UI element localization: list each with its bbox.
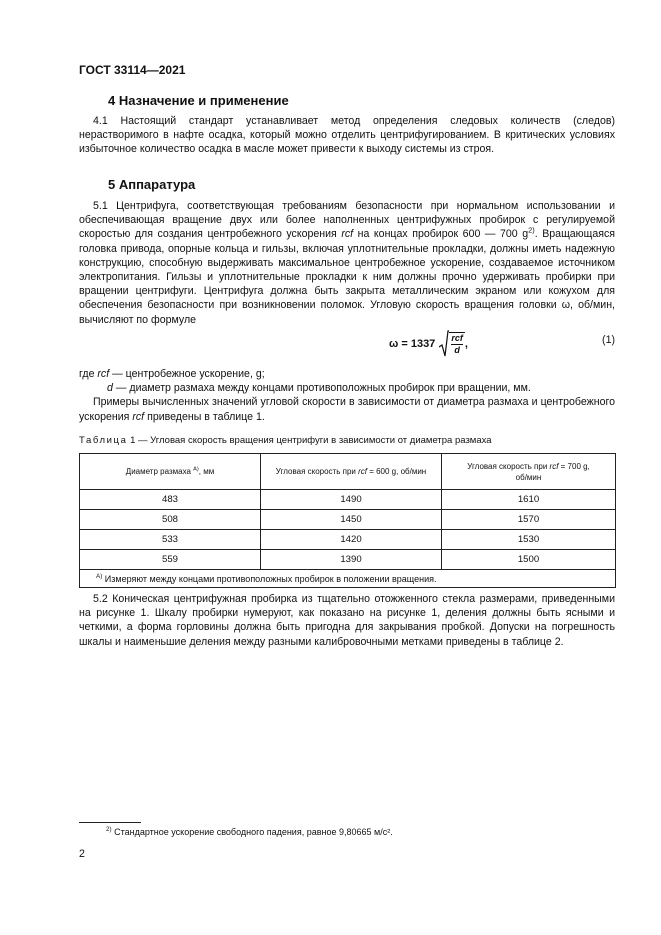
table-note xyxy=(80,570,616,588)
paragraph-5-2-text: 5.2 Коническая центрифужная пробирка из тщательно отожженного стекла размерами, приведенными на рисунке 1. Шкалу пробирки нумеруют, как показано на рисунке 1, деления должны быть ясными и четкими, а форма горловины должна быть пригодна для закрывания пробкой. Допуски на погрешность шкалы и наименьшие деления между разными калибровочными метками приведены в таблице 2. xyxy=(79,593,615,648)
header-text: = 700 g, xyxy=(558,461,590,471)
cell-diameter: 559 xyxy=(80,550,261,570)
header-speed-700 xyxy=(442,454,616,490)
table-row xyxy=(80,510,616,530)
paragraph-5-1-part-a: 5.1 Центрифуга, соответствующая требованиям безопасности при нормальном использовании и обеспечивающая вращение двух или более наполненных центрифужных пробирок с регулируемой скоростью для создания центробежного ускорения xyxy=(79,200,615,241)
definition-text: — центробежное ускорение, g; xyxy=(109,368,265,380)
cell-diameter: 483 xyxy=(80,490,261,510)
definition-d xyxy=(79,381,615,395)
rcf-term: rcf xyxy=(549,461,559,471)
cell-speed-600: 1390 xyxy=(261,550,442,570)
definition-rcf xyxy=(79,367,615,381)
formula-comma: , xyxy=(464,337,468,350)
formula-omega xyxy=(389,330,468,358)
footnote-ref-2[interactable]: 2) xyxy=(528,225,535,235)
table-row xyxy=(80,530,616,550)
definition-symbol: d xyxy=(107,382,113,395)
cell-diameter: 533 xyxy=(80,530,261,550)
paragraph-4-1 xyxy=(79,114,615,157)
rcf-term: rcf xyxy=(132,410,145,423)
table-note-ref: A) xyxy=(193,466,199,473)
page-number: 2 xyxy=(79,848,85,860)
table-note-row xyxy=(80,570,616,588)
paragraph-5-1-part-c: . Вращающаяся головка привода, опорные кольца и гильзы, включая уплотнительные прокладки, должны иметь надежную конструкцию, способную выдерживать максимальное центробежное ускорение, создаваемое источником электропитания. Гильзы и уплотнительные прокладки к ним должны прочно удерживать пробирки при вращении центрифуги. Центрифуга должна быть закрыта металлическим экраном или кожухом для обеспечения безопасности при возникновении поломок. Угловую скорость вращения головки ω, об/мин, вычисляют по формуле xyxy=(79,228,615,326)
table-caption-word: Таблица xyxy=(79,435,128,446)
footnote-text: Стандартное ускорение свободного падения, равное 9,80665 м/с². xyxy=(111,827,393,837)
footnote-divider xyxy=(79,822,141,823)
formula-row xyxy=(79,330,615,360)
header-speed-600 xyxy=(261,454,442,490)
table-row xyxy=(80,550,616,570)
formula-sqrt xyxy=(439,330,465,358)
examples-text-b: приведены в таблице 1. xyxy=(144,410,265,423)
table-1 xyxy=(79,453,616,588)
formula-lhs: ω = 1337 xyxy=(389,337,436,350)
section-5-heading: 5 Аппаратура xyxy=(108,177,196,192)
paragraph-5-1 xyxy=(79,199,615,327)
examples-paragraph xyxy=(79,395,615,423)
footnote-marker: 2) xyxy=(106,826,112,833)
section-4-heading: 4 Назначение и применение xyxy=(108,93,289,108)
document-header: ГОСТ 33114—2021 xyxy=(79,63,186,77)
equation-number: (1) xyxy=(602,334,615,346)
header-text: = 600 g, об/мин xyxy=(366,467,427,476)
paragraph-4-1-text: 4.1 Настоящий стандарт устанавливает метод определения следовых количеств (следов) нерастворимого в нафте осадка, который можно отделить центрифугированием. В критических условиях избыточное количество осадка в масле может привести к выходу системы из строя. xyxy=(79,115,615,156)
cell-speed-600: 1420 xyxy=(261,530,442,550)
header-text: об/мин xyxy=(515,472,542,482)
definition-text: — диаметр размаха между концами противоположных пробирок при вращении, мм. xyxy=(112,382,531,395)
examples-text-a: Примеры вычисленных значений угловой скорости в зависимости от диаметра размаха и центробежного ускорения xyxy=(79,396,615,423)
table-note-text: Измеряют между концами противоположных пробирок в положении вращения. xyxy=(102,573,437,584)
cell-speed-600: 1490 xyxy=(261,490,442,510)
formula-denominator: d xyxy=(454,345,460,355)
cell-speed-700: 1570 xyxy=(442,510,616,530)
table-caption-text: 1 — Угловая скорость вращения центрифуги в зависимости от диаметра размаха xyxy=(127,435,492,446)
rcf-term: rcf xyxy=(341,228,354,241)
paragraph-5-1-part-b: на концах пробирок 600 — 700 g xyxy=(353,228,529,241)
table-header-row xyxy=(80,454,616,490)
where-label: где xyxy=(79,368,98,380)
definition-symbol: rcf xyxy=(97,368,110,380)
formula-numerator: rcf xyxy=(451,333,463,343)
paragraph-5-2 xyxy=(79,592,615,649)
footnote-2 xyxy=(106,827,393,837)
header-text: , мм xyxy=(198,467,215,476)
cell-speed-600: 1450 xyxy=(261,510,442,530)
formula-definitions xyxy=(79,367,615,424)
table-note-marker: A) xyxy=(96,572,103,580)
table-1-caption xyxy=(79,435,492,446)
cell-diameter: 508 xyxy=(80,510,261,530)
header-text: Угловая скорость при xyxy=(467,461,550,471)
header-text: Угловая скорость при xyxy=(275,467,359,476)
rcf-term: rcf xyxy=(358,467,367,476)
cell-speed-700: 1500 xyxy=(442,550,616,570)
table-row xyxy=(80,490,616,510)
cell-speed-700: 1530 xyxy=(442,530,616,550)
sqrt-sign-icon xyxy=(439,330,449,358)
header-diameter xyxy=(80,454,261,490)
cell-speed-700: 1610 xyxy=(442,490,616,510)
header-text: Диаметр размаха xyxy=(125,467,194,476)
